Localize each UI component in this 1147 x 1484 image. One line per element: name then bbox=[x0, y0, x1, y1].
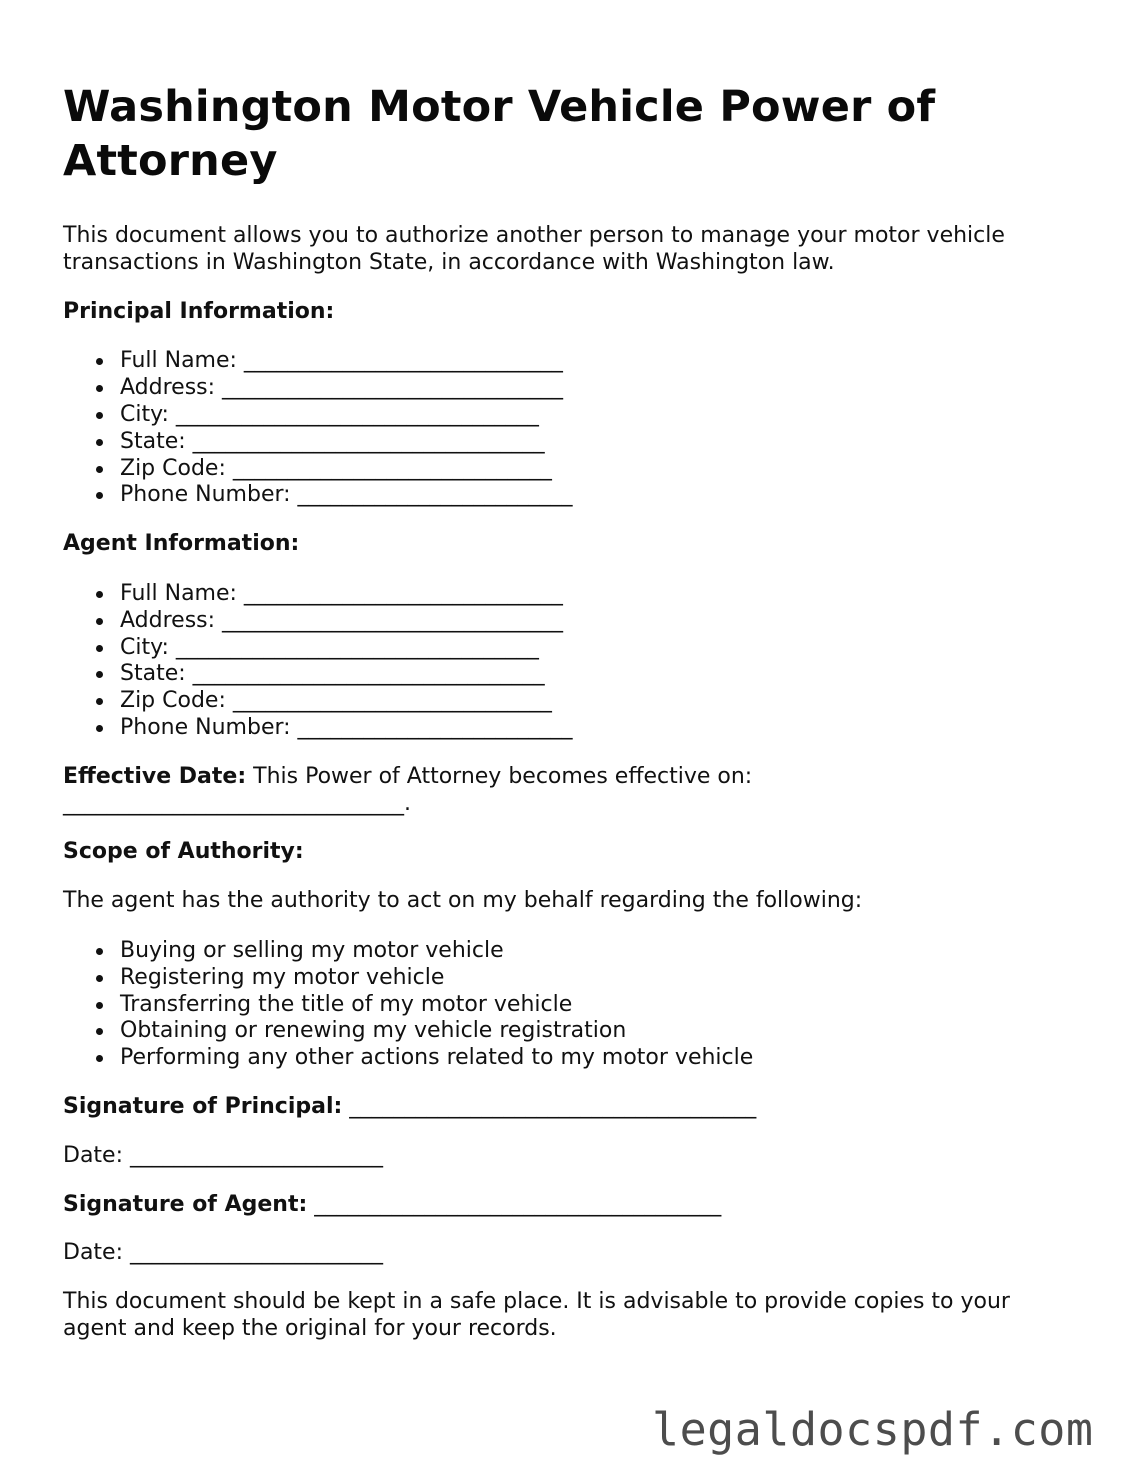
agent-fields-list bbox=[63, 581, 1073, 742]
agent-full-name-field[interactable]: Full Name: _____________________________ bbox=[120, 581, 1073, 608]
principal-full-name-field[interactable]: Full Name: _____________________________ bbox=[120, 348, 1073, 375]
agent-state-field[interactable]: State: ________________________________ bbox=[120, 661, 1073, 688]
principal-date-line[interactable]: Date: _______________________ bbox=[63, 1142, 383, 1168]
intro-paragraph: This document allows you to authorize another person to manage your motor vehicle transactions in Washington State, in accordance with Washington law. bbox=[63, 223, 1005, 275]
watermark-logo: legaldocspdf.com bbox=[652, 1403, 1094, 1456]
agent-address-field[interactable]: Address: _______________________________ bbox=[120, 608, 1073, 635]
effective-date-text: This Power of Attorney becomes effective on: _______________________________. bbox=[63, 763, 753, 816]
principal-state-field[interactable]: State: ________________________________ bbox=[120, 429, 1073, 456]
scope-item: Transferring the title of my motor vehicle bbox=[120, 992, 1073, 1019]
scope-item: Obtaining or renewing my vehicle registration bbox=[120, 1018, 1073, 1045]
closing-paragraph: This document should be kept in a safe place. It is advisable to provide copies to your agent and keep the original for your records. bbox=[63, 1289, 1010, 1341]
agent-zip-field[interactable]: Zip Code: _____________________________ bbox=[120, 688, 1073, 715]
scope-heading: Scope of Authority: bbox=[63, 839, 304, 865]
principal-signature-line[interactable] bbox=[63, 1094, 1073, 1121]
scope-item: Registering my motor vehicle bbox=[120, 965, 1073, 992]
scope-list bbox=[63, 938, 1073, 1072]
agent-signature-blank: _____________________________________ bbox=[307, 1191, 722, 1217]
document-title: Washington Motor Vehicle Power of Attorney bbox=[63, 82, 936, 186]
scope-item: Performing any other actions related to my motor vehicle bbox=[120, 1045, 1073, 1072]
principal-zip-field[interactable]: Zip Code: _____________________________ bbox=[120, 456, 1073, 483]
agent-heading: Agent Information: bbox=[63, 531, 300, 557]
principal-heading: Principal Information: bbox=[63, 298, 335, 324]
principal-phone-field[interactable]: Phone Number: _________________________ bbox=[120, 482, 1073, 509]
agent-city-field[interactable]: City: _________________________________ bbox=[120, 635, 1073, 662]
effective-date-paragraph[interactable] bbox=[63, 764, 1073, 818]
principal-address-field[interactable]: Address: _______________________________ bbox=[120, 375, 1073, 402]
agent-signature-line[interactable] bbox=[63, 1192, 1073, 1219]
principal-fields-list bbox=[63, 348, 1073, 509]
agent-signature-label: Signature of Agent: bbox=[63, 1191, 308, 1217]
agent-phone-field[interactable]: Phone Number: _________________________ bbox=[120, 715, 1073, 742]
scope-item: Buying or selling my motor vehicle bbox=[120, 938, 1073, 965]
agent-date-line[interactable]: Date: _______________________ bbox=[63, 1240, 383, 1266]
principal-signature-blank: _____________________________________ bbox=[342, 1093, 757, 1119]
effective-date-label: Effective Date: bbox=[63, 763, 247, 789]
principal-city-field[interactable]: City: _________________________________ bbox=[120, 402, 1073, 429]
principal-signature-label: Signature of Principal: bbox=[63, 1093, 343, 1119]
document-page bbox=[63, 80, 1073, 1343]
scope-intro: The agent has the authority to act on my behalf regarding the following: bbox=[63, 888, 863, 914]
